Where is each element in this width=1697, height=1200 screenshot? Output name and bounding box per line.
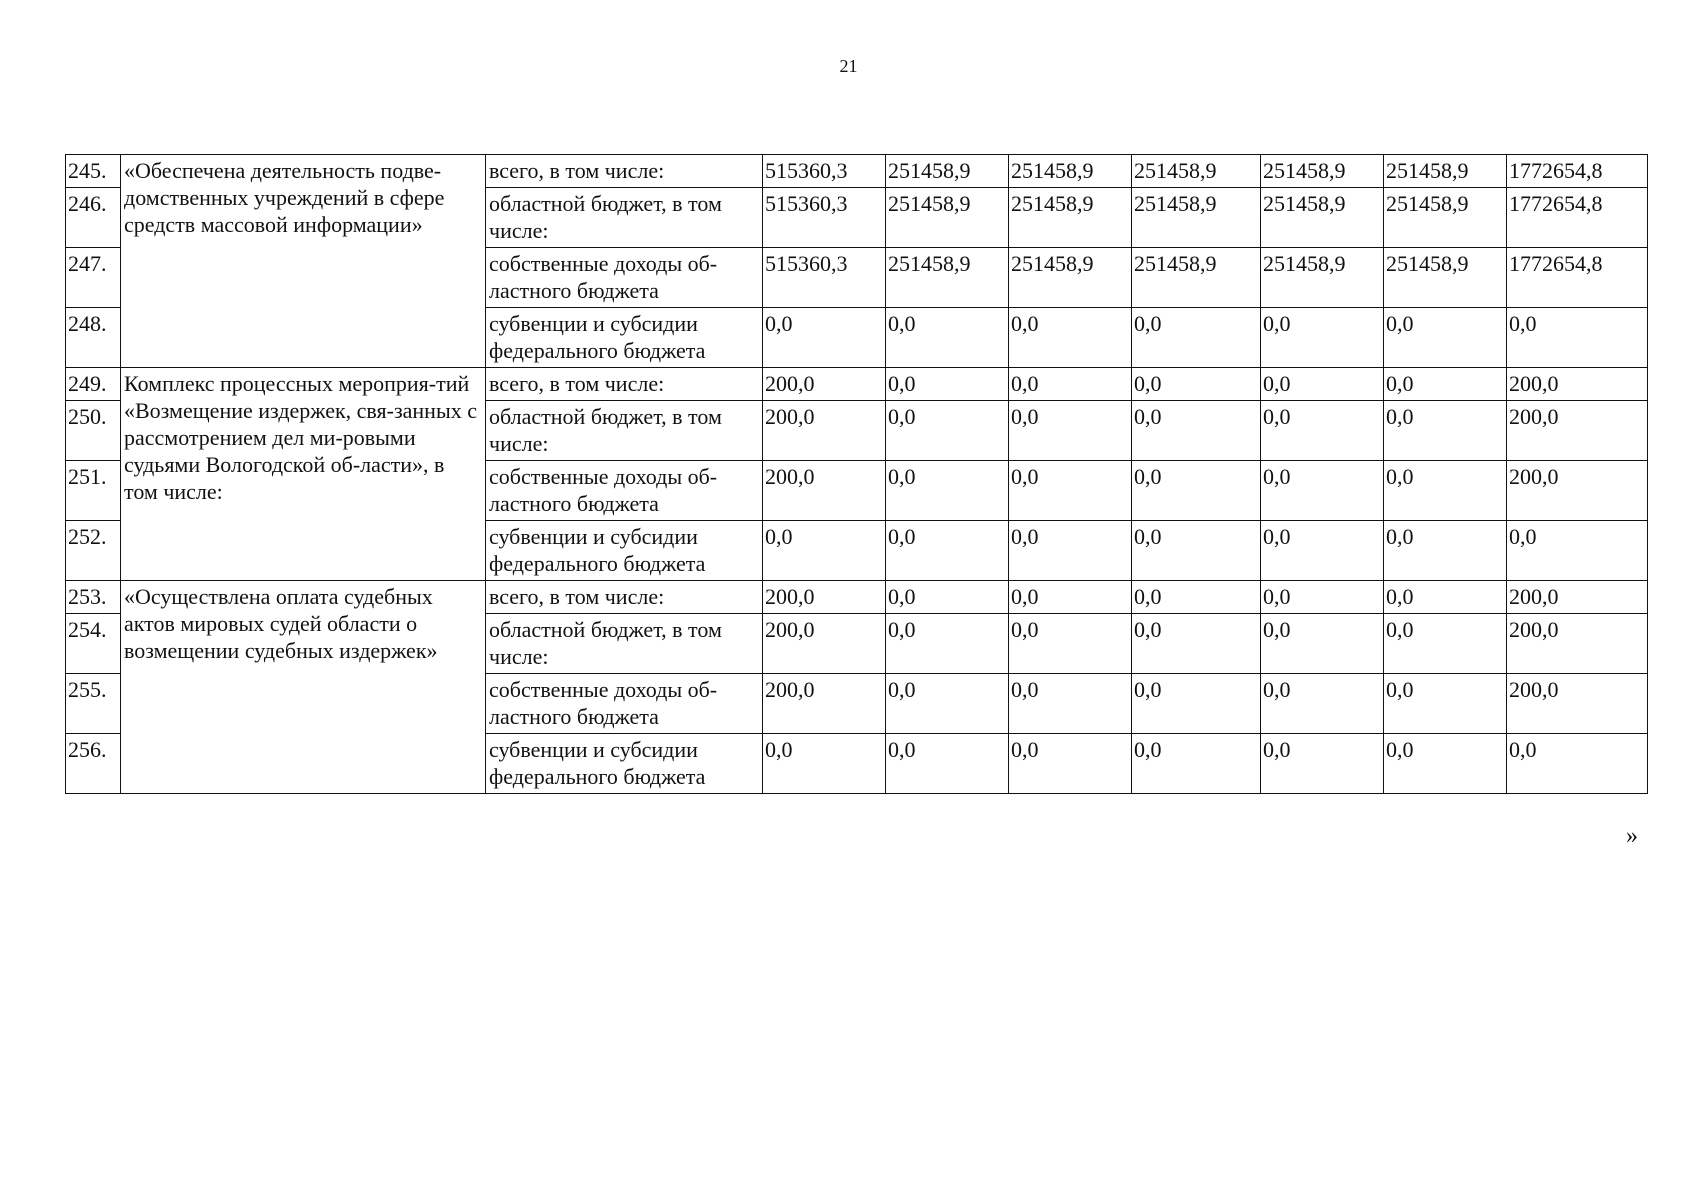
row-number: 254.: [66, 614, 121, 674]
value-cell: 0,0: [1009, 734, 1132, 794]
value-cell: 0,0: [886, 461, 1009, 521]
value-cell: 0,0: [1384, 308, 1507, 368]
table-body: [66, 155, 1648, 794]
row-number: 255.: [66, 674, 121, 734]
value-cell: 251458,9: [886, 248, 1009, 308]
row-number: 256.: [66, 734, 121, 794]
funding-source: субвенции и субсидии федерального бюджета: [486, 521, 763, 581]
value-cell: 0,0: [1132, 734, 1261, 794]
value-cell: 0,0: [886, 734, 1009, 794]
value-cell: 0,0: [1261, 461, 1384, 521]
funding-source: областной бюджет, в том числе:: [486, 614, 763, 674]
page-number: 21: [839, 56, 858, 76]
funding-source: всего, в том числе:: [486, 368, 763, 401]
value-cell: 0,0: [763, 308, 886, 368]
row-number: 253.: [66, 581, 121, 614]
value-cell: 0,0: [763, 521, 886, 581]
value-cell: 0,0: [1132, 461, 1261, 521]
value-cell: 200,0: [1507, 614, 1648, 674]
value-cell: 251458,9: [1132, 188, 1261, 248]
row-number: 250.: [66, 401, 121, 461]
value-cell: 251458,9: [886, 155, 1009, 188]
value-cell: 251458,9: [1261, 155, 1384, 188]
value-cell: 251458,9: [1384, 248, 1507, 308]
value-cell: 0,0: [1384, 734, 1507, 794]
value-cell: 251458,9: [1261, 248, 1384, 308]
value-cell: 0,0: [1261, 614, 1384, 674]
value-cell: 0,0: [1132, 521, 1261, 581]
value-cell: 200,0: [1507, 674, 1648, 734]
funding-source: субвенции и субсидии федерального бюджета: [486, 734, 763, 794]
value-cell: 0,0: [763, 734, 886, 794]
value-cell: 200,0: [1507, 461, 1648, 521]
row-number: 246.: [66, 188, 121, 248]
value-cell: 0,0: [1009, 368, 1132, 401]
row-number: 248.: [66, 308, 121, 368]
value-cell: 515360,3: [763, 155, 886, 188]
value-cell: 0,0: [1009, 614, 1132, 674]
value-cell: 0,0: [1009, 401, 1132, 461]
value-cell: 0,0: [886, 308, 1009, 368]
value-cell: 0,0: [1009, 581, 1132, 614]
row-number: 251.: [66, 461, 121, 521]
value-cell: 0,0: [1261, 734, 1384, 794]
value-cell: 1772654,8: [1507, 188, 1648, 248]
value-cell: 200,0: [763, 401, 886, 461]
value-cell: 0,0: [1132, 308, 1261, 368]
value-cell: 0,0: [1507, 308, 1648, 368]
value-cell: 1772654,8: [1507, 155, 1648, 188]
value-cell: 0,0: [1384, 401, 1507, 461]
value-cell: 251458,9: [1009, 248, 1132, 308]
value-cell: 0,0: [886, 674, 1009, 734]
funding-source: всего, в том числе:: [486, 155, 763, 188]
value-cell: 0,0: [1507, 521, 1648, 581]
value-cell: 0,0: [886, 368, 1009, 401]
value-cell: 0,0: [886, 521, 1009, 581]
value-cell: 0,0: [1132, 401, 1261, 461]
budget-table: [65, 154, 1648, 794]
table-row: [66, 368, 1648, 401]
funding-source: собственные доходы об-ластного бюджета: [486, 248, 763, 308]
value-cell: 0,0: [1384, 368, 1507, 401]
value-cell: 251458,9: [1261, 188, 1384, 248]
value-cell: 200,0: [763, 461, 886, 521]
value-cell: 0,0: [1009, 674, 1132, 734]
value-cell: 0,0: [886, 614, 1009, 674]
value-cell: 0,0: [1261, 674, 1384, 734]
value-cell: 0,0: [1261, 521, 1384, 581]
closing-quote-mark: »: [1626, 823, 1638, 849]
value-cell: 251458,9: [1132, 155, 1261, 188]
table-row: [66, 581, 1648, 614]
value-cell: 0,0: [1384, 521, 1507, 581]
funding-source: субвенции и субсидии федерального бюджета: [486, 308, 763, 368]
funding-source: всего, в том числе:: [486, 581, 763, 614]
funding-source: областной бюджет, в том числе:: [486, 188, 763, 248]
value-cell: 200,0: [1507, 581, 1648, 614]
row-number: 252.: [66, 521, 121, 581]
funding-source: областной бюджет, в том числе:: [486, 401, 763, 461]
row-number: 249.: [66, 368, 121, 401]
value-cell: 251458,9: [1384, 188, 1507, 248]
value-cell: 0,0: [1507, 734, 1648, 794]
value-cell: 0,0: [1384, 674, 1507, 734]
group-title: «Осуществлена оплата судебных актов мировых судей области о возмещении судебных издержек»: [121, 581, 486, 794]
value-cell: 251458,9: [1132, 248, 1261, 308]
group-title: «Обеспечена деятельность подве-домственных учреждений в сфере средств массовой информации»: [121, 155, 486, 368]
value-cell: 0,0: [1009, 461, 1132, 521]
value-cell: 0,0: [1009, 308, 1132, 368]
value-cell: 0,0: [1261, 308, 1384, 368]
value-cell: 0,0: [1132, 581, 1261, 614]
funding-source: собственные доходы об-ластного бюджета: [486, 674, 763, 734]
value-cell: 0,0: [1261, 368, 1384, 401]
value-cell: 0,0: [886, 581, 1009, 614]
row-number: 247.: [66, 248, 121, 308]
value-cell: 0,0: [1261, 401, 1384, 461]
value-cell: 251458,9: [1009, 155, 1132, 188]
table-row: [66, 155, 1648, 188]
value-cell: 251458,9: [886, 188, 1009, 248]
value-cell: 0,0: [1384, 581, 1507, 614]
value-cell: 200,0: [763, 368, 886, 401]
value-cell: 0,0: [1384, 461, 1507, 521]
value-cell: 200,0: [763, 581, 886, 614]
value-cell: 200,0: [763, 614, 886, 674]
value-cell: 515360,3: [763, 248, 886, 308]
value-cell: 0,0: [886, 401, 1009, 461]
value-cell: 251458,9: [1384, 155, 1507, 188]
value-cell: 200,0: [1507, 368, 1648, 401]
value-cell: 1772654,8: [1507, 248, 1648, 308]
funding-source: собственные доходы об-ластного бюджета: [486, 461, 763, 521]
value-cell: 200,0: [1507, 401, 1648, 461]
value-cell: 251458,9: [1009, 188, 1132, 248]
row-number: 245.: [66, 155, 121, 188]
value-cell: 0,0: [1132, 614, 1261, 674]
value-cell: 0,0: [1132, 674, 1261, 734]
value-cell: 0,0: [1384, 614, 1507, 674]
value-cell: 0,0: [1261, 581, 1384, 614]
value-cell: 0,0: [1132, 368, 1261, 401]
value-cell: 515360,3: [763, 188, 886, 248]
group-title: Комплекс процессных мероприя-тий «Возмещение издержек, свя-занных с рассмотрением дел ми-ровыми судьями Вологодской об-ласти», в том числе:: [121, 368, 486, 581]
value-cell: 200,0: [763, 674, 886, 734]
value-cell: 0,0: [1009, 521, 1132, 581]
